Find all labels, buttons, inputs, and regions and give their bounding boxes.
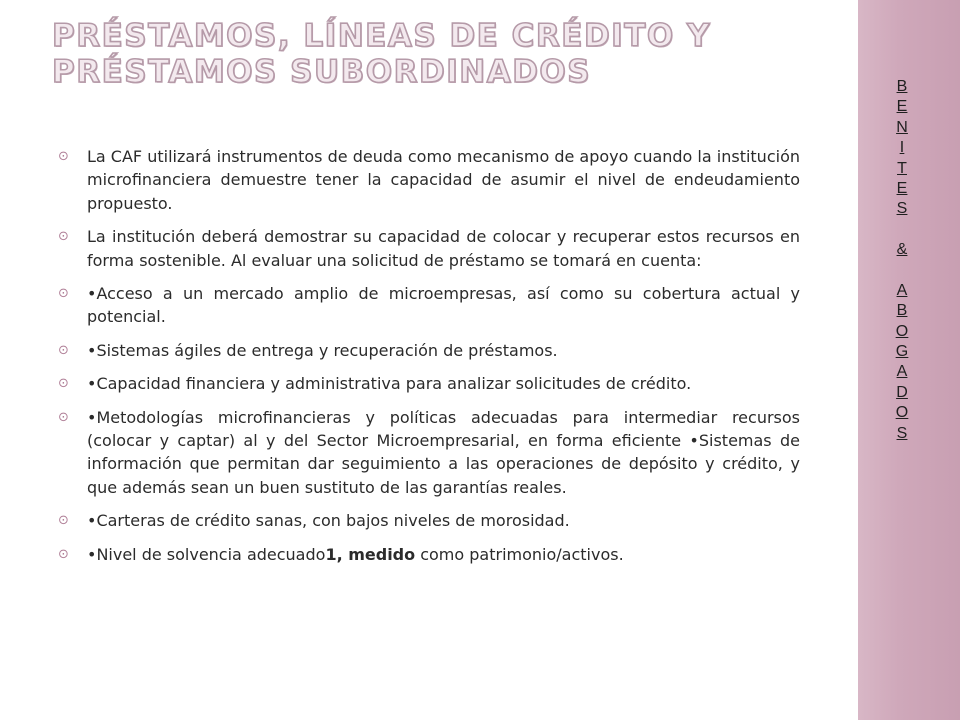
side-letter: D [896, 383, 908, 401]
list-item-text: •Capacidad financiera y administrativa para analizar solicitudes de crédito. [87, 374, 692, 394]
side-letter: T [897, 159, 907, 177]
circled-dot-bullet-icon [58, 509, 72, 532]
list-item [58, 509, 800, 532]
side-letter: I [899, 139, 905, 157]
list-item-text: •Acceso a un mercado amplio de microempresas, así como su cobertura actual y potencial. [87, 284, 800, 327]
list-item [58, 372, 800, 395]
list-item-text-pre: •Nivel de solvencia adecuado [87, 544, 326, 564]
list-item [58, 145, 800, 215]
slide-title: PRÉSTAMOS, LÍNEAS DE CRÉDITO Y PRÉSTAMOS SUBORDINADOS [52, 18, 711, 90]
list-item [58, 282, 800, 329]
side-letter: E [896, 179, 908, 197]
list-item [58, 339, 800, 362]
list-item-text: •Metodologías microfinancieras y políticas adecuadas para intermediar recursos (colocar y captar) al y del Sector Microempresarial, en forma eficiente •Sistemas de información que permitan dar seguimiento a las operaciones de depósito y crédito, y que además sean un buen sustituto de las garantías reales. [87, 407, 800, 497]
side-letter: G [895, 343, 909, 361]
side-letter: A [896, 363, 908, 381]
side-letter: O [895, 322, 909, 340]
bullet-list [58, 145, 800, 576]
side-letter: & [896, 241, 908, 259]
list-item [58, 225, 800, 272]
circled-dot-bullet-icon [58, 282, 72, 305]
circled-dot-bullet-icon [58, 225, 72, 248]
list-item [58, 543, 800, 566]
side-letter: B [896, 302, 908, 320]
circled-dot-bullet-icon [58, 339, 72, 362]
circled-dot-bullet-icon [58, 372, 72, 395]
side-letter: E [896, 98, 908, 116]
circled-dot-bullet-icon [58, 543, 72, 566]
side-letter: S [896, 200, 908, 218]
circled-dot-bullet-icon [58, 406, 72, 429]
list-item-text: •Carteras de crédito sanas, con bajos niveles de morosidad. [87, 511, 570, 531]
list-item-text: •Sistemas ágiles de entrega y recuperación de préstamos. [87, 340, 558, 360]
side-letter: A [896, 281, 908, 299]
side-vertical-text [858, 77, 946, 444]
side-letter: N [896, 118, 908, 136]
list-item-text: La CAF utilizará instrumentos de deuda como mecanismo de apoyo cuando la institución microfinanciera demuestre tener la capacidad de asumir el nivel de endeudamiento propuesto. [87, 147, 800, 213]
side-letter: B [896, 78, 908, 95]
side-letter: S [896, 424, 908, 442]
list-item-text: La institución deberá demostrar su capacidad de colocar y recuperar estos recursos en forma sostenible. Al evaluar una solicitud de préstamo se tomará en cuenta: [87, 227, 800, 270]
list-item-text-strong: 1, medido [325, 544, 416, 564]
circled-dot-bullet-icon [58, 145, 72, 168]
list-item-text-post: como patrimonio/activos. [415, 544, 624, 564]
side-letter: O [895, 404, 909, 422]
list-item [58, 406, 800, 500]
